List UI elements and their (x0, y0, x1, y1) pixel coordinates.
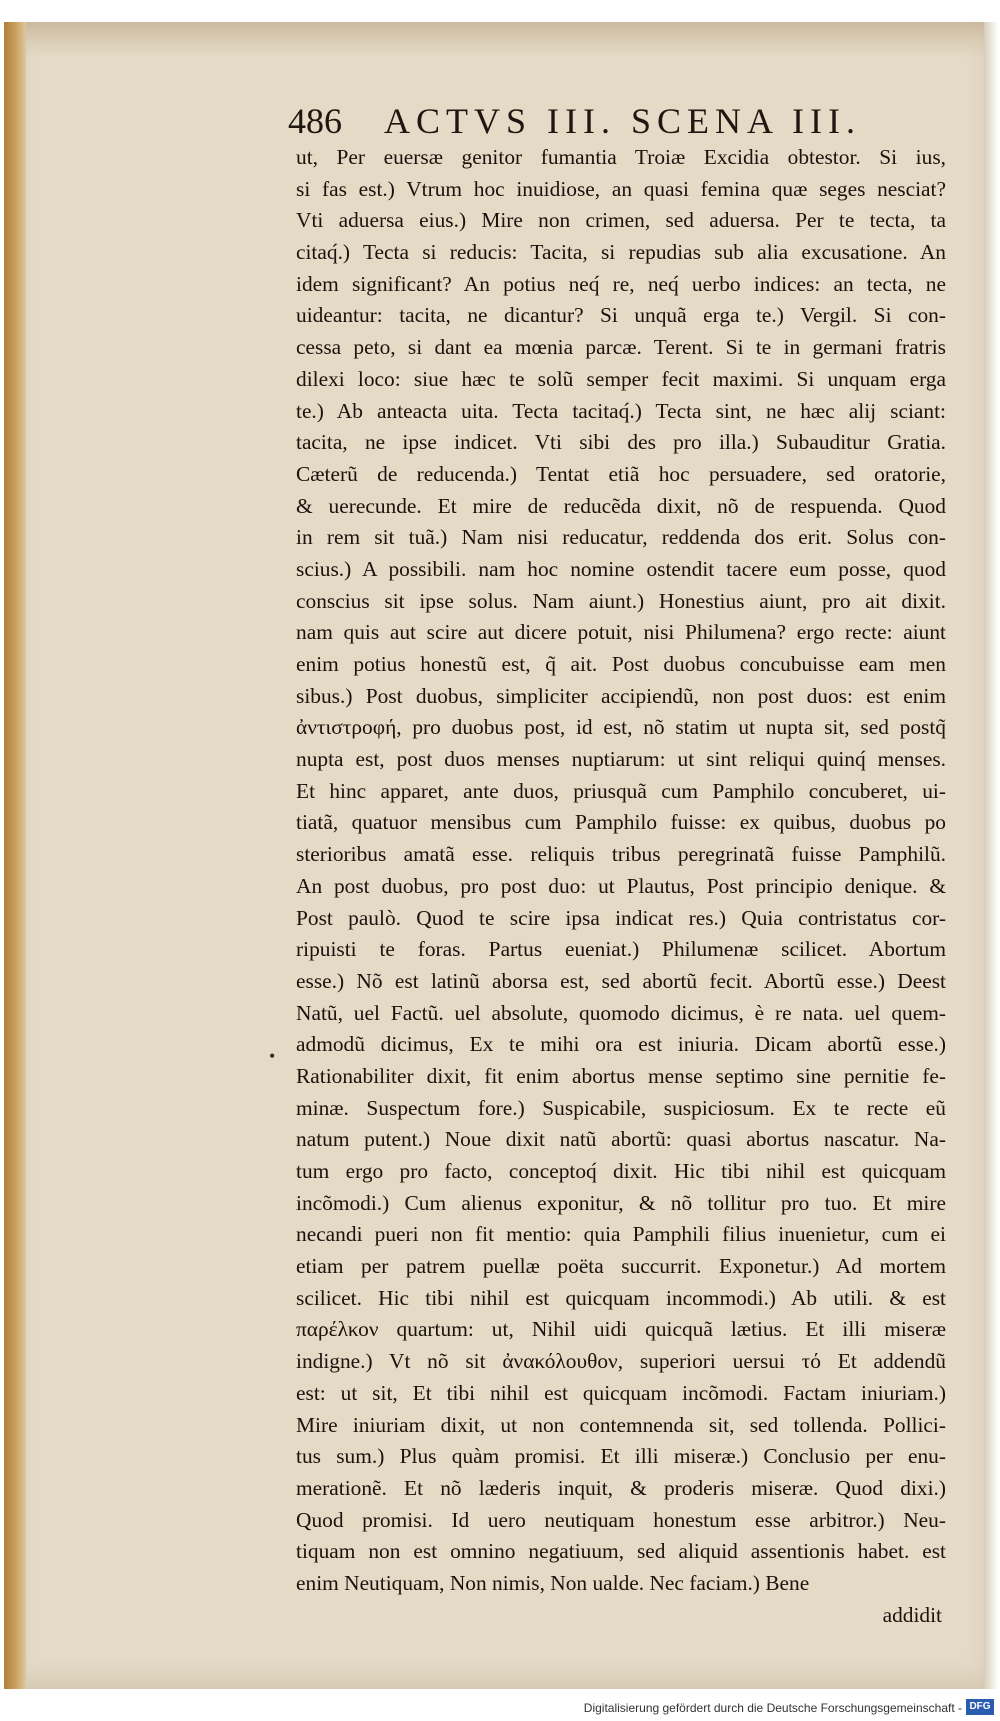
text-line: ripuisti te foras. Partus eueniat.) Philumenæ scilicet. Abortum (296, 937, 946, 962)
text-line: ut, Per euersæ genitor fumantia Troiæ Excidia obtestor. Si ius, (296, 145, 946, 169)
page-binding-edge (4, 22, 26, 1689)
text-line: cessa peto, si dant ea mœnia parcæ. Terent. Si te in germani fratris (296, 335, 946, 360)
text-line: tacita, ne ipse indicet. Vti sibi des pro illa.) Subauditur Gratia. (296, 430, 946, 455)
text-line: si fas est.) Vtrum hoc inuidiose, an quasi femina quæ seges nesciat? (296, 176, 946, 201)
text-line: conscius sit ipse solus. Nam aiunt.) Honestius aiunt, pro ait dixit. (296, 588, 946, 613)
text-line: enim Neutiquam, Non nimis, Non ualde. Nec faciam.) Bene (296, 1570, 810, 1595)
text-line: Cæterũ de reducenda.) Tentat etiã hoc persuadere, sed oratorie, (296, 461, 946, 486)
text-line: uideantur: tacita, ne dicantur? Si unquã erga te.) Vergil. Si con- (296, 303, 946, 328)
text-line: idem significant? An potius neq́ re, neq́ uerbo indices: an tecta, ne (296, 271, 946, 296)
text-line: Et hinc apparet, ante duos, priusquã cum Pamphilo concuberet, ui- (296, 778, 946, 803)
text-line: in rem sit tuã.) Nam nisi reducatur, reddenda dos erit. Solus con- (296, 525, 946, 550)
text-line: admodũ dicimus, Ex te mihi ora est iniuria. Dicam abortũ esse.) (296, 1032, 946, 1057)
text-line: dilexi loco: siue hæc te solũ semper fecit maximi. Si unquam erga (296, 366, 946, 391)
text-line: tus sum.) Plus quàm promisi. Et illi miseræ.) Conclusio per enu- (296, 1444, 946, 1469)
text-line: Vti aduersa eius.) Mire non crimen, sed aduersa. Per te tecta, ta (296, 208, 946, 233)
catchword: addidit (882, 1602, 942, 1627)
text-line: tiatã, quatuor mensibus cum Pamphilo fuisse: ex quibus, duobus po (296, 810, 946, 835)
text-line: Rationabiliter dixit, fit enim abortus mense septimo sine pernitie fe- (296, 1063, 946, 1088)
text-line: & uerecunde. Et mire de reducẽda dixit, nõ de respuenda. Quod (296, 493, 946, 518)
text-line: merationẽ. Et nõ læderis inquit, & proderis miseræ. Quod dixi.) (296, 1475, 946, 1500)
text-line: indigne.) Vt nõ sit ἀνακόλουθον, superiori uersui τό Et addendũ (296, 1349, 946, 1374)
page-stain (26, 22, 984, 58)
text-line: Natũ, uel Factũ. uel absolute, quomodo dicimus, è re nata. uel quem- (296, 1000, 946, 1025)
text-line: nam quis aut scire aut dicere potuit, nisi Philumena? ergo recte: aiunt (296, 620, 946, 645)
text-line: te.) Ab anteacta uita. Tecta tacitaq́.) Tecta sint, ne hæc alij sciant: (296, 398, 946, 423)
text-line: incõmodi.) Cum alienus exponitur, & nõ tollitur pro tuo. Et mire (296, 1190, 946, 1215)
text-line: citaq́.) Tecta si reducis: Tacita, si repudias sub alia excusatione. An (296, 240, 946, 265)
text-line: tum ergo pro facto, conceptoq́ dixit. Hic tibi nihil est quicquam (296, 1159, 946, 1183)
text-line: ἀντιστροφή, pro duobus post, id est, nõ statim ut nupta sit, sed postq̃ (296, 715, 946, 740)
page-number: 486 (288, 101, 342, 141)
funding-credit: Digitalisierung gefördert durch die Deutsche Forschungsgemeinschaft - (583, 1701, 962, 1715)
text-line: An post duobus, pro post duo: ut Plautus, Post principio denique. & (296, 873, 946, 898)
text-line: scilicet. Hic tibi nihil est quicquam incommodi.) Ab utili. & est (296, 1285, 946, 1310)
text-line: minæ. Suspectum fore.) Suspicabile, suspiciosum. Ex te recte eũ (296, 1095, 946, 1120)
text-line: παρέλκον quartum: ut, Nihil uidi quicquã lætius. Et illi miseræ (296, 1317, 946, 1342)
commentary-text-block (296, 142, 946, 1631)
text-line: tiquam non est omnino negatiuum, sed aliquid assentionis habet. est (296, 1539, 946, 1564)
text-line: sibus.) Post duobus, simpliciter accipiendũ, non post duos: est enim (296, 683, 946, 708)
text-line: scius.) A possibili. nam hoc nomine ostendit tacere eum posse, quod (296, 556, 946, 581)
running-head: ACTVS III. SCENA III. (384, 101, 861, 141)
margin-mark: • (269, 1046, 276, 1066)
text-line: est: ut sit, Et tibi nihil est quicquam incõmodi. Factam iniuriam.) (296, 1380, 946, 1405)
text-line: Post paulò. Quod te scire ipsa indicat res.) Quia contristatus cor- (296, 905, 946, 930)
text-line: natum putent.) Noue dixit natũ abortũ: quasi abortus nascatur. Na- (296, 1127, 946, 1152)
page-outer-edge (984, 22, 998, 1689)
dfg-logo: DFG (966, 1699, 994, 1715)
text-line: Mire iniuriam dixit, ut non contemnenda sit, sed tollenda. Pollici- (296, 1412, 946, 1437)
text-line: enim potius honestũ est, q̃ ait. Post duobus concubuisse eam men (296, 652, 946, 676)
page-header (288, 98, 948, 144)
text-line: necandi pueri non fit mentio: quia Pamphili filius inuenietur, cum ei (296, 1222, 946, 1247)
text-line: sterioribus amatã esse. reliquis tribus peregrinatã fuisse Pamphilũ. (296, 842, 946, 867)
footer-bar (0, 1695, 1000, 1721)
text-line: Quod promisi. Id uero neutiquam honestum esse arbitror.) Neu- (296, 1507, 946, 1532)
text-line: etiam per patrem puellæ poëta succurrit. Exponetur.) Ad mortem (296, 1254, 946, 1279)
text-line: nupta est, post duos menses nuptiarum: ut sint reliqui quinq́ menses. (296, 747, 946, 772)
text-line: esse.) Nõ est latinũ aborsa est, sed abortũ fecit. Abortũ esse.) Deest (296, 968, 946, 993)
